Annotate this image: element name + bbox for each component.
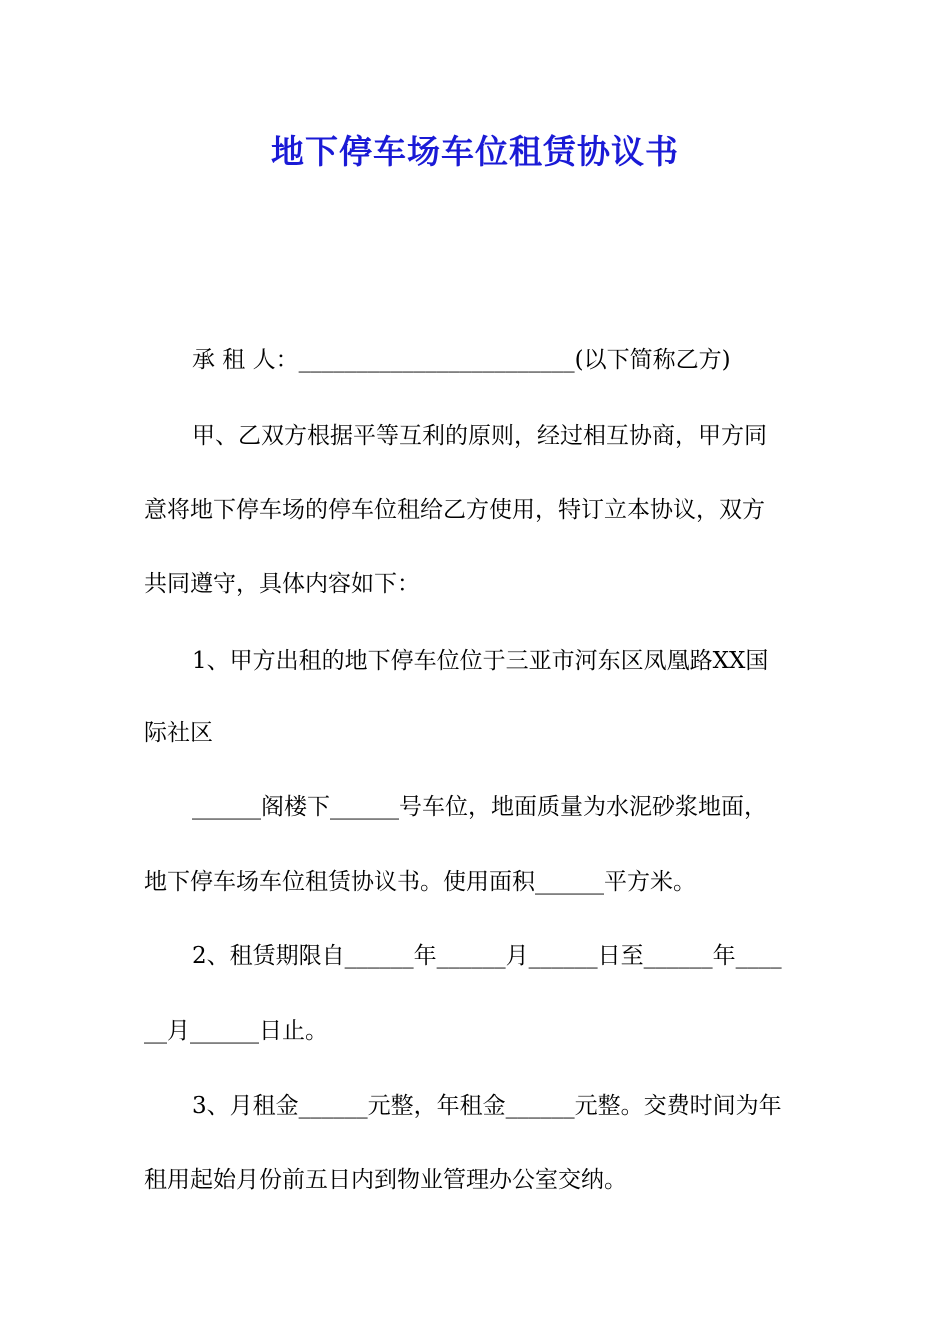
paragraph-intro-line-2: 意将地下停车场的停车位租给乙方使用，特订立本协议，双方 — [144, 497, 765, 523]
paragraph-intro-line-3: 共同遵守，具体内容如下： — [144, 571, 420, 597]
clause-3-line-2: 租用起始月份前五日内到物业管理办公室交纳。 — [144, 1167, 627, 1193]
document-title: 地下停车场车位租赁协议书 — [271, 132, 679, 171]
paragraph-intro-line-1: 甲、乙双方根据平等互利的原则，经过相互协商，甲方同 — [192, 423, 767, 449]
clause-1-line-1: 1、甲方出租的地下停车位位于三亚市河东区凤凰路XX国 — [192, 648, 769, 674]
clause-2-line-2: __月______日止。 — [144, 1018, 328, 1044]
tenant-line: 承 租 人：________________________(以下简称乙方) — [192, 347, 731, 373]
clause-1-line-4: 地下停车场车位租赁协议书。使用面积______平方米。 — [144, 869, 696, 895]
clause-3-line-1: 3、月租金______元整，年租金______元整。交费时间为年 — [192, 1093, 782, 1119]
clause-1-line-3: ______阁楼下______号车位，地面质量为水泥砂浆地面， — [192, 794, 767, 820]
clause-1-line-2: 际社区 — [144, 720, 213, 746]
clause-2-line-1: 2、租赁期限自______年______月______日至______年____ — [192, 943, 782, 969]
